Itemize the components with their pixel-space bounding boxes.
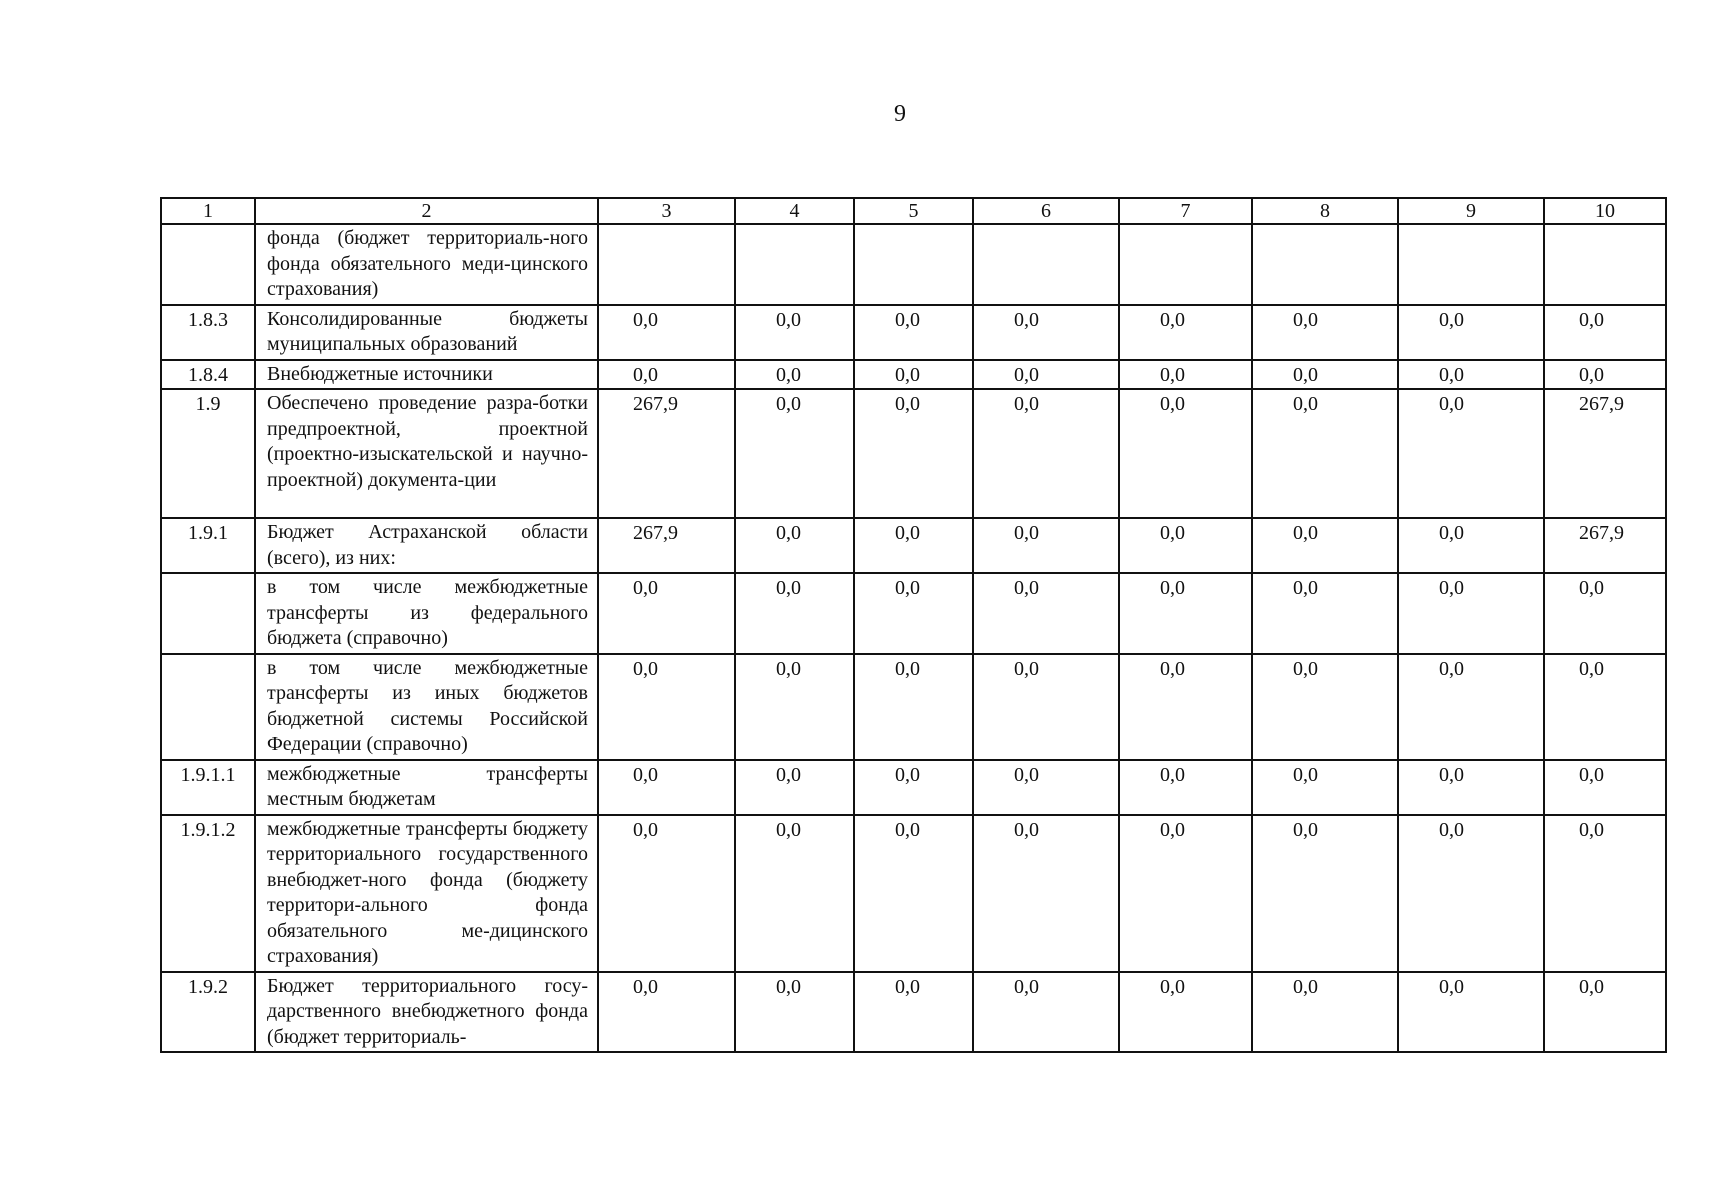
value-cell: 0,0 — [1119, 815, 1252, 972]
value-cell: 0,0 — [1252, 972, 1398, 1053]
value-cell: 0,0 — [973, 573, 1119, 654]
row-description-cell: межбюджетные трансферты бюджету территориального государственного внебюджет-ного фонда (бюджету территори-ального фонда обязательного ме-дицинского страхования) — [255, 815, 598, 972]
value-cell: 0,0 — [1119, 760, 1252, 815]
value-cell: 0,0 — [735, 760, 854, 815]
value-cell: 0,0 — [1544, 360, 1666, 390]
value-cell: 0,0 — [1252, 518, 1398, 573]
value-cell: 0,0 — [598, 654, 735, 760]
value-cell: 0,0 — [1119, 518, 1252, 573]
value-cell: 0,0 — [1119, 389, 1252, 518]
value-cell: 0,0 — [1398, 518, 1544, 573]
value-cell: 0,0 — [735, 389, 854, 518]
header-cell: 8 — [1252, 198, 1398, 224]
row-description-cell: Обеспечено проведение разра-ботки предпроектной, проектной (проектно-изыскательской и научно-проектной) документа-ции — [255, 389, 598, 518]
value-cell: 0,0 — [973, 389, 1119, 518]
value-cell: 0,0 — [854, 760, 973, 815]
value-cell: 0,0 — [1544, 573, 1666, 654]
table-row — [161, 654, 1666, 760]
value-cell: 0,0 — [1252, 815, 1398, 972]
value-cell — [598, 224, 735, 305]
table-row — [161, 760, 1666, 815]
value-cell: 0,0 — [973, 654, 1119, 760]
value-cell: 0,0 — [1252, 573, 1398, 654]
value-cell: 0,0 — [1544, 760, 1666, 815]
row-number-cell: 1.9.2 — [161, 972, 255, 1053]
value-cell: 0,0 — [598, 360, 735, 390]
value-cell: 0,0 — [735, 518, 854, 573]
table-row — [161, 573, 1666, 654]
row-number-cell — [161, 224, 255, 305]
value-cell: 0,0 — [854, 389, 973, 518]
value-cell: 0,0 — [973, 972, 1119, 1053]
value-cell: 0,0 — [1398, 360, 1544, 390]
value-cell: 0,0 — [1252, 654, 1398, 760]
row-description-cell: в том числе межбюджетные трансферты из иных бюджетов бюджетной системы Российской Федерации (справочно) — [255, 654, 598, 760]
row-number-cell: 1.8.3 — [161, 305, 255, 360]
value-cell: 0,0 — [854, 654, 973, 760]
header-cell: 2 — [255, 198, 598, 224]
table-row — [161, 360, 1666, 390]
value-cell: 0,0 — [735, 305, 854, 360]
row-description-cell: фонда (бюджет территориаль-ного фонда обязательного меди-цинского страхования) — [255, 224, 598, 305]
table-header-row — [161, 198, 1666, 224]
value-cell: 0,0 — [973, 815, 1119, 972]
value-cell: 0,0 — [1119, 573, 1252, 654]
header-cell: 1 — [161, 198, 255, 224]
value-cell: 0,0 — [1252, 360, 1398, 390]
value-cell: 0,0 — [1544, 305, 1666, 360]
value-cell: 0,0 — [1398, 815, 1544, 972]
row-number-cell — [161, 654, 255, 760]
value-cell: 0,0 — [854, 815, 973, 972]
value-cell: 267,9 — [1544, 389, 1666, 518]
value-cell: 0,0 — [1544, 654, 1666, 760]
header-cell: 9 — [1398, 198, 1544, 224]
value-cell: 0,0 — [1119, 360, 1252, 390]
value-cell: 0,0 — [1398, 389, 1544, 518]
value-cell: 0,0 — [1544, 815, 1666, 972]
row-description-cell: Бюджет Астраханской области (всего), из них: — [255, 518, 598, 573]
value-cell — [1544, 224, 1666, 305]
value-cell: 0,0 — [1398, 573, 1544, 654]
row-number-cell — [161, 573, 255, 654]
value-cell — [973, 224, 1119, 305]
value-cell: 0,0 — [854, 972, 973, 1053]
value-cell: 267,9 — [598, 518, 735, 573]
value-cell: 0,0 — [1119, 305, 1252, 360]
value-cell: 0,0 — [854, 573, 973, 654]
value-cell: 0,0 — [854, 518, 973, 573]
value-cell: 0,0 — [735, 972, 854, 1053]
table-row — [161, 389, 1666, 518]
table-row — [161, 224, 1666, 305]
value-cell: 0,0 — [973, 518, 1119, 573]
row-description-cell: межбюджетные трансферты местным бюджетам — [255, 760, 598, 815]
budget-table — [160, 197, 1667, 1053]
value-cell: 0,0 — [1252, 389, 1398, 518]
table-row — [161, 972, 1666, 1053]
header-cell: 7 — [1119, 198, 1252, 224]
value-cell: 0,0 — [598, 972, 735, 1053]
value-cell: 0,0 — [973, 305, 1119, 360]
value-cell: 0,0 — [854, 360, 973, 390]
value-cell: 0,0 — [1398, 654, 1544, 760]
value-cell: 0,0 — [598, 815, 735, 972]
row-number-cell: 1.9.1.1 — [161, 760, 255, 815]
header-cell: 4 — [735, 198, 854, 224]
value-cell: 0,0 — [598, 760, 735, 815]
row-number-cell: 1.8.4 — [161, 360, 255, 390]
header-cell: 3 — [598, 198, 735, 224]
header-cell: 5 — [854, 198, 973, 224]
page-number: 9 — [894, 101, 906, 127]
value-cell: 0,0 — [1398, 972, 1544, 1053]
value-cell: 0,0 — [735, 360, 854, 390]
value-cell: 0,0 — [1252, 760, 1398, 815]
table-row — [161, 518, 1666, 573]
row-description-cell: Внебюджетные источники — [255, 360, 598, 390]
value-cell: 0,0 — [854, 305, 973, 360]
value-cell: 0,0 — [598, 305, 735, 360]
value-cell: 0,0 — [735, 815, 854, 972]
value-cell — [1252, 224, 1398, 305]
value-cell: 0,0 — [1252, 305, 1398, 360]
value-cell: 0,0 — [973, 360, 1119, 390]
row-description-cell: Бюджет территориального госу-дарственного внебюджетного фонда (бюджет территориаль- — [255, 972, 598, 1053]
value-cell: 267,9 — [1544, 518, 1666, 573]
table-row — [161, 305, 1666, 360]
value-cell: 0,0 — [1544, 972, 1666, 1053]
value-cell: 0,0 — [1119, 654, 1252, 760]
header-cell: 10 — [1544, 198, 1666, 224]
row-number-cell: 1.9.1 — [161, 518, 255, 573]
value-cell: 0,0 — [598, 573, 735, 654]
value-cell — [1398, 224, 1544, 305]
value-cell: 0,0 — [973, 760, 1119, 815]
value-cell — [854, 224, 973, 305]
value-cell: 0,0 — [735, 654, 854, 760]
row-description-cell: Консолидированные бюджеты муниципальных образований — [255, 305, 598, 360]
value-cell: 0,0 — [1398, 760, 1544, 815]
row-number-cell: 1.9.1.2 — [161, 815, 255, 972]
header-cell: 6 — [973, 198, 1119, 224]
value-cell: 267,9 — [598, 389, 735, 518]
row-number-cell: 1.9 — [161, 389, 255, 518]
value-cell: 0,0 — [1398, 305, 1544, 360]
value-cell: 0,0 — [1119, 972, 1252, 1053]
value-cell — [1119, 224, 1252, 305]
value-cell: 0,0 — [735, 573, 854, 654]
table-row — [161, 815, 1666, 972]
row-description-cell: в том числе межбюджетные трансферты из федерального бюджета (справочно) — [255, 573, 598, 654]
value-cell — [735, 224, 854, 305]
